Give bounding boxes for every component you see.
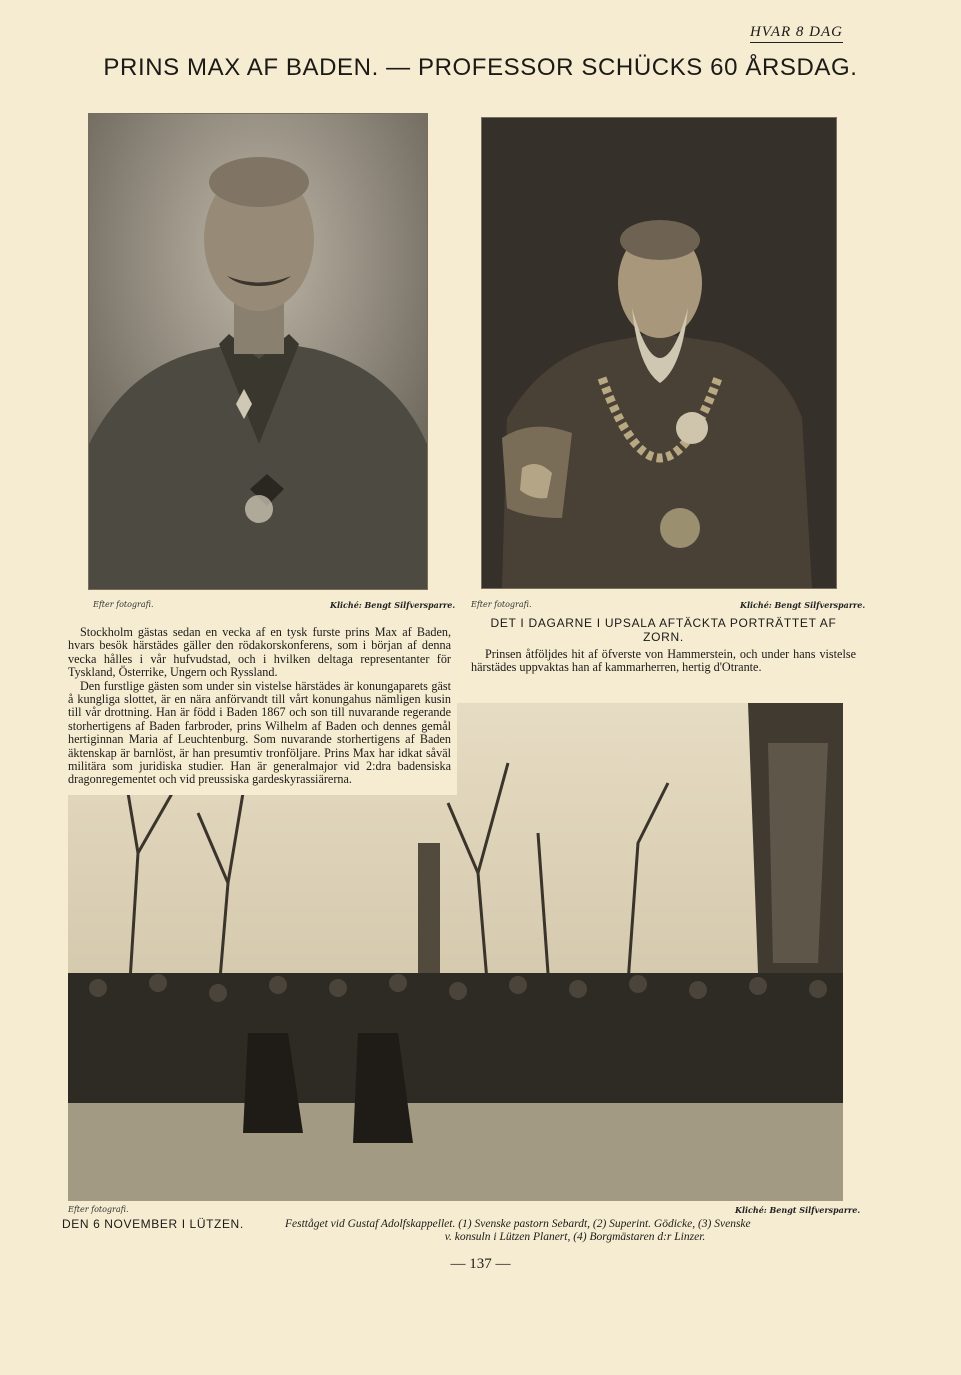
- masthead: HVAR 8 DAG: [750, 24, 843, 43]
- article-paragraph-1: Stockholm gästas sedan en vecka af en tysk furste prins Max af Baden, hvars besök härstädes gäller den rödakorskonferens, som i början af denna vecka hålles i vår hufvudstad, och i hvilken deltaga representanter för Tyskland, Österrike, Ungern och Ryssland.: [68, 625, 451, 680]
- photo-credit-left-bottom: Efter fotografi.: [68, 1205, 129, 1214]
- photo-credit-left-schuck: Efter fotografi.: [471, 600, 532, 609]
- photo-credit-right-bottom: Kliché: Bengt Silfversparre.: [735, 1205, 861, 1215]
- schuck-caption-text: [471, 648, 856, 674]
- schuck-caption-body: Prinsen åtföljdes hit af öfverste von Hammerstein, och under hans vistelse härstädes uppvaktas han af kammarherren, hertig d'Otrante.: [471, 647, 856, 674]
- bottom-caption-line-2: v. konsuln i Lützen Planert, (4) Borgmästaren d:r Linzer.: [444, 1231, 706, 1243]
- photo-credit-right: Kliché: Bengt Silfversparre.: [330, 600, 456, 610]
- page-number: — 137 —: [450, 1256, 511, 1272]
- article-paragraph-2: Den furstlige gästen som under sin vistelse härstädes är konungaparets gäst å kungliga slottet, är en nära anförvandt till vårt konungahus nämligen kusin till vår drottning. Han är född i Baden 1867 och son till nuvarande regerande storhertigens af Baden farbroder, prins Wilhelm af Baden och dennes gemål hertiginnan Maria af Leuchtenburg. Som nuvarande storhertigens af Baden äktenskap är barnlöst, är han presumtiv tronföljare. Prins Max har idkat såväl militära som juridiska studier. Han är generalmajor vid 2:dra badensiska dragonregementet och vid preussiska gardeskyrassiärerna.: [68, 678, 451, 787]
- bottom-caption-line-1: Festtåget vid Gustaf Adolfskappellet. (1) Svenske pastorn Sebardt, (2) Superint. Gödicke, (3) Svenske: [285, 1218, 751, 1230]
- bottom-caption-title: DEN 6 NOVEMBER I LÜTZEN.: [62, 1217, 244, 1231]
- portrait-photo-prince-max: [88, 113, 428, 590]
- schuck-caption-title: DET I DAGARNE I UPSALA AFTÄCKTA PORTRÄTTET AF ZORN.: [490, 616, 837, 644]
- photo-credit-right-schuck: Kliché: Bengt Silfversparre.: [740, 600, 866, 610]
- article-text-box: [62, 620, 457, 795]
- page-headline: PRINS MAX AF BADEN. — PROFESSOR SCHÜCKS 60 ÅRSDAG.: [103, 54, 858, 81]
- photo-credit-left: Efter fotografi.: [93, 600, 154, 609]
- portrait-photo-professor-schuck: [481, 117, 837, 589]
